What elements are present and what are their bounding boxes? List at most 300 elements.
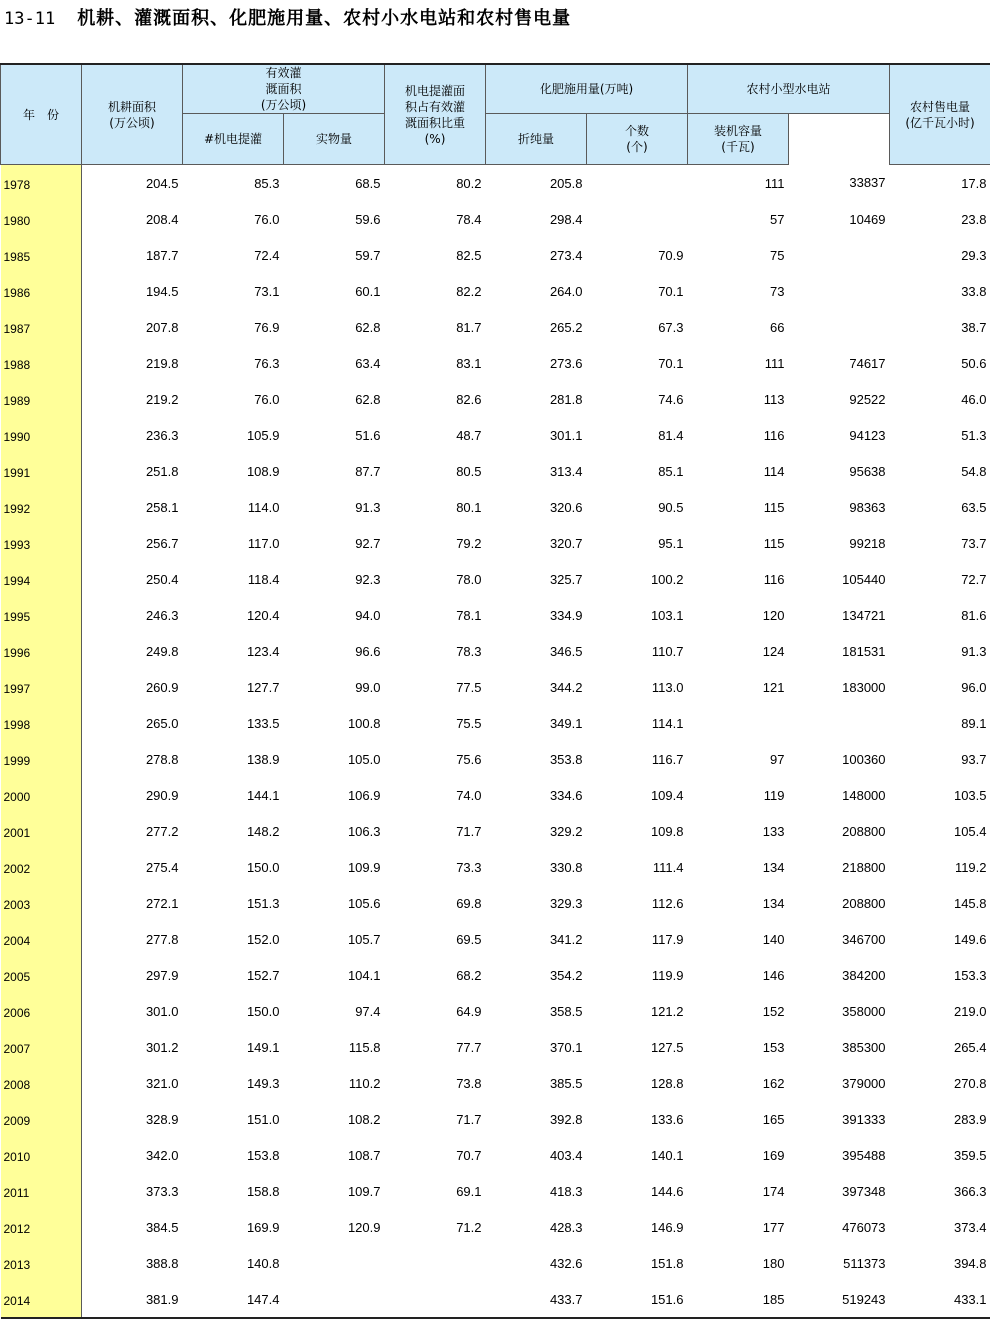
cell-hydro-count: 121 <box>688 669 789 705</box>
cell-fertilizer-physical: 265.2 <box>486 309 587 345</box>
cell-fertilizer-pure: 110.7 <box>587 633 688 669</box>
cell-rural-electricity: 153.3 <box>890 957 990 993</box>
table-body <box>1 165 990 1319</box>
cell-electromech: 120.9 <box>284 1209 385 1245</box>
cell-fertilizer-pure: 119.9 <box>587 957 688 993</box>
cell-hydro-capacity: 74617 <box>789 345 890 381</box>
cell-hydro-capacity: 511373 <box>789 1245 890 1281</box>
header-hydro-capacity <box>688 114 789 165</box>
cell-machine-area: 277.8 <box>82 921 183 957</box>
cell-machine-area: 260.9 <box>82 669 183 705</box>
cell-rural-electricity: 93.7 <box>890 741 990 777</box>
cell-fertilizer-pure: 100.2 <box>587 561 688 597</box>
header-rural-electricity <box>890 64 990 165</box>
cell-machine-area: 277.2 <box>82 813 183 849</box>
cell-electromech: 62.8 <box>284 381 385 417</box>
cell-fertilizer-physical: 432.6 <box>486 1245 587 1281</box>
header-irrigated-area <box>183 64 385 114</box>
cell-year: 1996 <box>1 633 82 669</box>
header-electromech-ratio-label: 机电提灌面 积占有效灌 溉面积比重 (%) <box>405 83 465 147</box>
cell-hydro-capacity: 100360 <box>789 741 890 777</box>
cell-rural-electricity: 46.0 <box>890 381 990 417</box>
cell-hydro-count: 111 <box>688 345 789 381</box>
cell-electromech-ratio: 78.1 <box>385 597 486 633</box>
cell-hydro-capacity: 519243 <box>789 1281 890 1318</box>
cell-year: 2014 <box>1 1281 82 1318</box>
cell-fertilizer-pure: 144.6 <box>587 1173 688 1209</box>
cell-electromech-ratio: 82.5 <box>385 237 486 273</box>
table-row <box>1 741 990 777</box>
table-row <box>1 1245 990 1281</box>
cell-hydro-count: 97 <box>688 741 789 777</box>
cell-year: 2000 <box>1 777 82 813</box>
cell-fertilizer-physical: 273.4 <box>486 237 587 273</box>
cell-machine-area: 207.8 <box>82 309 183 345</box>
cell-hydro-capacity: 105440 <box>789 561 890 597</box>
cell-fertilizer-pure: 111.4 <box>587 849 688 885</box>
cell-irrigated-area: 85.3 <box>183 165 284 202</box>
cell-irrigated-area: 151.3 <box>183 885 284 921</box>
cell-machine-area: 219.2 <box>82 381 183 417</box>
cell-fertilizer-pure: 74.6 <box>587 381 688 417</box>
cell-machine-area: 265.0 <box>82 705 183 741</box>
cell-hydro-count <box>688 705 789 741</box>
cell-fertilizer-physical: 392.8 <box>486 1101 587 1137</box>
cell-irrigated-area: 153.8 <box>183 1137 284 1173</box>
cell-irrigated-area: 152.0 <box>183 921 284 957</box>
cell-electromech-ratio: 80.2 <box>385 165 486 202</box>
cell-fertilizer-pure: 112.6 <box>587 885 688 921</box>
cell-electromech: 94.0 <box>284 597 385 633</box>
cell-hydro-count: 174 <box>688 1173 789 1209</box>
cell-fertilizer-pure: 109.8 <box>587 813 688 849</box>
cell-irrigated-area: 72.4 <box>183 237 284 273</box>
cell-fertilizer-physical: 418.3 <box>486 1173 587 1209</box>
table-row <box>1 957 990 993</box>
cell-machine-area: 373.3 <box>82 1173 183 1209</box>
cell-fertilizer-physical: 313.4 <box>486 453 587 489</box>
cell-hydro-count: 114 <box>688 453 789 489</box>
cell-year: 1995 <box>1 597 82 633</box>
cell-electromech: 92.3 <box>284 561 385 597</box>
cell-hydro-count: 116 <box>688 417 789 453</box>
cell-rural-electricity: 103.5 <box>890 777 990 813</box>
cell-year: 1986 <box>1 273 82 309</box>
header-fertilizer-physical-label: 实物量 <box>316 132 352 146</box>
header-hydro-group <box>688 64 890 114</box>
cell-electromech-ratio: 78.4 <box>385 201 486 237</box>
cell-electromech-ratio: 71.7 <box>385 1101 486 1137</box>
cell-hydro-capacity: 208800 <box>789 885 890 921</box>
cell-hydro-count: 134 <box>688 849 789 885</box>
cell-irrigated-area: 151.0 <box>183 1101 284 1137</box>
cell-year: 2004 <box>1 921 82 957</box>
cell-year: 1978 <box>1 165 82 202</box>
cell-electromech: 63.4 <box>284 345 385 381</box>
cell-fertilizer-pure: 140.1 <box>587 1137 688 1173</box>
cell-year: 2012 <box>1 1209 82 1245</box>
cell-machine-area: 236.3 <box>82 417 183 453</box>
table-row <box>1 309 990 345</box>
cell-hydro-capacity: 181531 <box>789 633 890 669</box>
cell-hydro-capacity: 346700 <box>789 921 890 957</box>
cell-fertilizer-pure: 113.0 <box>587 669 688 705</box>
header-hydro-count <box>587 114 688 165</box>
cell-fertilizer-pure: 70.9 <box>587 237 688 273</box>
cell-irrigated-area: 120.4 <box>183 597 284 633</box>
cell-machine-area: 297.9 <box>82 957 183 993</box>
cell-machine-area: 290.9 <box>82 777 183 813</box>
cell-irrigated-area: 76.9 <box>183 309 284 345</box>
cell-machine-area: 187.7 <box>82 237 183 273</box>
cell-fertilizer-pure: 67.3 <box>587 309 688 345</box>
header-hydro-group-label: 农村小型水电站 <box>747 82 831 96</box>
table-row <box>1 633 990 669</box>
cell-fertilizer-physical: 353.8 <box>486 741 587 777</box>
cell-electromech: 100.8 <box>284 705 385 741</box>
cell-electromech-ratio <box>385 1281 486 1318</box>
cell-fertilizer-pure: 133.6 <box>587 1101 688 1137</box>
cell-fertilizer-physical: 334.9 <box>486 597 587 633</box>
cell-hydro-count: 146 <box>688 957 789 993</box>
cell-fertilizer-physical: 320.7 <box>486 525 587 561</box>
cell-hydro-count: 185 <box>688 1281 789 1318</box>
cell-machine-area: 272.1 <box>82 885 183 921</box>
cell-rural-electricity: 366.3 <box>890 1173 990 1209</box>
cell-fertilizer-pure: 151.8 <box>587 1245 688 1281</box>
cell-irrigated-area: 114.0 <box>183 489 284 525</box>
cell-machine-area: 249.8 <box>82 633 183 669</box>
table-row <box>1 993 990 1029</box>
cell-year: 1997 <box>1 669 82 705</box>
cell-fertilizer-physical: 334.6 <box>486 777 587 813</box>
cell-electromech: 51.6 <box>284 417 385 453</box>
cell-rural-electricity: 105.4 <box>890 813 990 849</box>
cell-rural-electricity: 96.0 <box>890 669 990 705</box>
cell-fertilizer-physical: 433.7 <box>486 1281 587 1318</box>
table-row <box>1 273 990 309</box>
cell-fertilizer-pure: 116.7 <box>587 741 688 777</box>
cell-electromech: 97.4 <box>284 993 385 1029</box>
cell-hydro-capacity: 385300 <box>789 1029 890 1065</box>
cell-electromech: 91.3 <box>284 489 385 525</box>
cell-year: 1985 <box>1 237 82 273</box>
cell-hydro-capacity: 92522 <box>789 381 890 417</box>
cell-fertilizer-pure: 114.1 <box>587 705 688 741</box>
cell-fertilizer-pure: 121.2 <box>587 993 688 1029</box>
cell-hydro-count: 180 <box>688 1245 789 1281</box>
cell-machine-area: 388.8 <box>82 1245 183 1281</box>
cell-machine-area: 251.8 <box>82 453 183 489</box>
cell-year: 2005 <box>1 957 82 993</box>
cell-year: 1991 <box>1 453 82 489</box>
cell-machine-area: 204.5 <box>82 165 183 202</box>
cell-fertilizer-physical: 281.8 <box>486 381 587 417</box>
cell-electromech-ratio: 80.5 <box>385 453 486 489</box>
cell-electromech-ratio: 64.9 <box>385 993 486 1029</box>
cell-irrigated-area: 76.0 <box>183 201 284 237</box>
cell-fertilizer-pure: 127.5 <box>587 1029 688 1065</box>
cell-fertilizer-physical: 205.8 <box>486 165 587 202</box>
cell-rural-electricity: 50.6 <box>890 345 990 381</box>
cell-electromech: 92.7 <box>284 525 385 561</box>
cell-fertilizer-physical: 349.1 <box>486 705 587 741</box>
cell-machine-area: 258.1 <box>82 489 183 525</box>
cell-hydro-count: 115 <box>688 525 789 561</box>
cell-hydro-count: 165 <box>688 1101 789 1137</box>
cell-rural-electricity: 145.8 <box>890 885 990 921</box>
cell-electromech-ratio: 82.2 <box>385 273 486 309</box>
cell-fertilizer-pure: 70.1 <box>587 273 688 309</box>
cell-hydro-capacity: 218800 <box>789 849 890 885</box>
cell-fertilizer-physical: 344.2 <box>486 669 587 705</box>
cell-rural-electricity: 394.8 <box>890 1245 990 1281</box>
table-row <box>1 525 990 561</box>
cell-hydro-capacity: 183000 <box>789 669 890 705</box>
cell-hydro-capacity <box>789 237 890 273</box>
cell-rural-electricity: 23.8 <box>890 201 990 237</box>
cell-electromech-ratio: 79.2 <box>385 525 486 561</box>
table-row <box>1 345 990 381</box>
cell-irrigated-area: 133.5 <box>183 705 284 741</box>
cell-rural-electricity: 17.8 <box>890 165 990 202</box>
cell-electromech: 105.0 <box>284 741 385 777</box>
table-row <box>1 561 990 597</box>
cell-rural-electricity: 73.7 <box>890 525 990 561</box>
cell-year: 1992 <box>1 489 82 525</box>
header-fertilizer-physical <box>284 114 385 165</box>
table-row <box>1 453 990 489</box>
table-row <box>1 165 990 202</box>
cell-hydro-capacity: 395488 <box>789 1137 890 1173</box>
cell-machine-area: 301.2 <box>82 1029 183 1065</box>
table-row <box>1 489 990 525</box>
cell-electromech-ratio: 68.2 <box>385 957 486 993</box>
cell-machine-area: 342.0 <box>82 1137 183 1173</box>
cell-irrigated-area: 140.8 <box>183 1245 284 1281</box>
header-fertilizer-group-label: 化肥施用量(万吨) <box>540 82 633 96</box>
header-irrigated-area-label: 有效灌 溉面积 (万公顷) <box>261 65 306 113</box>
cell-hydro-count: 177 <box>688 1209 789 1245</box>
header-fertilizer-group <box>486 64 688 114</box>
cell-year: 1994 <box>1 561 82 597</box>
cell-electromech: 59.7 <box>284 237 385 273</box>
cell-fertilizer-pure: 109.4 <box>587 777 688 813</box>
cell-electromech: 87.7 <box>284 453 385 489</box>
cell-electromech-ratio: 75.6 <box>385 741 486 777</box>
cell-hydro-count: 169 <box>688 1137 789 1173</box>
table-row <box>1 813 990 849</box>
table-header <box>1 64 990 165</box>
cell-rural-electricity: 54.8 <box>890 453 990 489</box>
cell-electromech: 106.3 <box>284 813 385 849</box>
cell-fertilizer-pure: 146.9 <box>587 1209 688 1245</box>
cell-irrigated-area: 147.4 <box>183 1281 284 1318</box>
cell-hydro-count: 133 <box>688 813 789 849</box>
cell-irrigated-area: 76.0 <box>183 381 284 417</box>
table-row <box>1 777 990 813</box>
cell-machine-area: 384.5 <box>82 1209 183 1245</box>
cell-hydro-count: 113 <box>688 381 789 417</box>
cell-electromech: 62.8 <box>284 309 385 345</box>
table-row <box>1 705 990 741</box>
cell-electromech: 104.1 <box>284 957 385 993</box>
cell-year: 2010 <box>1 1137 82 1173</box>
cell-year: 1999 <box>1 741 82 777</box>
cell-irrigated-area: 118.4 <box>183 561 284 597</box>
cell-year: 1987 <box>1 309 82 345</box>
header-fertilizer-pure <box>486 114 587 165</box>
cell-electromech: 108.7 <box>284 1137 385 1173</box>
header-year-label: 年 份 <box>23 108 59 122</box>
cell-irrigated-area: 150.0 <box>183 993 284 1029</box>
table-row <box>1 1029 990 1065</box>
cell-year: 1998 <box>1 705 82 741</box>
cell-fertilizer-physical: 273.6 <box>486 345 587 381</box>
cell-irrigated-area: 127.7 <box>183 669 284 705</box>
cell-hydro-capacity: 379000 <box>789 1065 890 1101</box>
cell-hydro-capacity: 384200 <box>789 957 890 993</box>
cell-electromech-ratio: 73.8 <box>385 1065 486 1101</box>
header-rural-electricity-label: 农村售电量 (亿千瓦小时) <box>905 99 974 131</box>
cell-hydro-count: 153 <box>688 1029 789 1065</box>
table-row <box>1 381 990 417</box>
cell-rural-electricity: 51.3 <box>890 417 990 453</box>
cell-fertilizer-physical: 330.8 <box>486 849 587 885</box>
cell-year: 1993 <box>1 525 82 561</box>
cell-hydro-capacity <box>789 309 890 345</box>
cell-fertilizer-physical: 320.6 <box>486 489 587 525</box>
cell-irrigated-area: 76.3 <box>183 345 284 381</box>
cell-fertilizer-pure: 81.4 <box>587 417 688 453</box>
cell-electromech: 68.5 <box>284 165 385 202</box>
cell-rural-electricity: 149.6 <box>890 921 990 957</box>
cell-rural-electricity: 433.1 <box>890 1281 990 1318</box>
cell-hydro-count: 116 <box>688 561 789 597</box>
cell-hydro-capacity: 94123 <box>789 417 890 453</box>
cell-electromech-ratio: 71.7 <box>385 813 486 849</box>
cell-rural-electricity: 81.6 <box>890 597 990 633</box>
cell-rural-electricity: 270.8 <box>890 1065 990 1101</box>
header-machine-area-label: 机耕面积 (万公顷) <box>108 99 156 131</box>
cell-electromech: 60.1 <box>284 273 385 309</box>
cell-electromech-ratio: 69.8 <box>385 885 486 921</box>
cell-electromech <box>284 1281 385 1318</box>
cell-electromech-ratio: 71.2 <box>385 1209 486 1245</box>
cell-fertilizer-physical: 346.5 <box>486 633 587 669</box>
cell-machine-area: 246.3 <box>82 597 183 633</box>
cell-year: 1988 <box>1 345 82 381</box>
cell-hydro-capacity: 397348 <box>789 1173 890 1209</box>
cell-fertilizer-physical: 329.2 <box>486 813 587 849</box>
cell-hydro-capacity: 476073 <box>789 1209 890 1245</box>
table-row <box>1 1065 990 1101</box>
header-hydro-capacity-label: 装机容量 (千瓦) <box>714 123 762 155</box>
cell-electromech: 108.2 <box>284 1101 385 1137</box>
table-row <box>1 921 990 957</box>
cell-hydro-count: 115 <box>688 489 789 525</box>
cell-electromech: 110.2 <box>284 1065 385 1101</box>
cell-year: 2007 <box>1 1029 82 1065</box>
cell-electromech-ratio: 75.5 <box>385 705 486 741</box>
cell-fertilizer-physical: 301.1 <box>486 417 587 453</box>
cell-fertilizer-pure: 128.8 <box>587 1065 688 1101</box>
cell-electromech-ratio: 48.7 <box>385 417 486 453</box>
cell-electromech <box>284 1245 385 1281</box>
cell-year: 2006 <box>1 993 82 1029</box>
cell-irrigated-area: 158.8 <box>183 1173 284 1209</box>
table-title-text: 机耕、灌溉面积、化肥施用量、农村小水电站和农村售电量 <box>77 8 571 29</box>
cell-year: 2002 <box>1 849 82 885</box>
cell-hydro-capacity: 99218 <box>789 525 890 561</box>
cell-electromech: 109.9 <box>284 849 385 885</box>
table-row <box>1 597 990 633</box>
cell-electromech-ratio: 83.1 <box>385 345 486 381</box>
cell-machine-area: 194.5 <box>82 273 183 309</box>
cell-fertilizer-pure: 85.1 <box>587 453 688 489</box>
cell-fertilizer-pure <box>587 201 688 237</box>
cell-electromech-ratio: 74.0 <box>385 777 486 813</box>
cell-rural-electricity: 373.4 <box>890 1209 990 1245</box>
cell-machine-area: 275.4 <box>82 849 183 885</box>
table-row <box>1 1137 990 1173</box>
cell-electromech: 106.9 <box>284 777 385 813</box>
cell-hydro-count: 73 <box>688 273 789 309</box>
header-fertilizer-pure-label: 折纯量 <box>518 132 554 146</box>
cell-fertilizer-physical: 329.3 <box>486 885 587 921</box>
cell-electromech: 115.8 <box>284 1029 385 1065</box>
table-row <box>1 885 990 921</box>
cell-electromech-ratio: 77.7 <box>385 1029 486 1065</box>
cell-fertilizer-physical: 428.3 <box>486 1209 587 1245</box>
cell-hydro-count: 162 <box>688 1065 789 1101</box>
cell-irrigated-area: 152.7 <box>183 957 284 993</box>
cell-irrigated-area: 123.4 <box>183 633 284 669</box>
cell-year: 2008 <box>1 1065 82 1101</box>
cell-rural-electricity: 38.7 <box>890 309 990 345</box>
header-electromech-ratio <box>385 64 486 165</box>
cell-hydro-capacity: 10469 <box>789 201 890 237</box>
cell-rural-electricity: 265.4 <box>890 1029 990 1065</box>
cell-hydro-capacity: 33837 <box>789 165 890 202</box>
cell-irrigated-area: 150.0 <box>183 849 284 885</box>
cell-machine-area: 381.9 <box>82 1281 183 1318</box>
cell-electromech-ratio: 73.3 <box>385 849 486 885</box>
cell-hydro-count: 66 <box>688 309 789 345</box>
header-machine-area <box>82 64 183 165</box>
cell-machine-area: 328.9 <box>82 1101 183 1137</box>
statistics-table <box>0 63 990 1319</box>
cell-rural-electricity: 89.1 <box>890 705 990 741</box>
cell-electromech: 59.6 <box>284 201 385 237</box>
cell-hydro-capacity: 95638 <box>789 453 890 489</box>
cell-fertilizer-pure: 90.5 <box>587 489 688 525</box>
header-year <box>1 64 82 165</box>
cell-electromech: 105.6 <box>284 885 385 921</box>
cell-fertilizer-physical: 354.2 <box>486 957 587 993</box>
cell-fertilizer-physical: 358.5 <box>486 993 587 1029</box>
table-row <box>1 417 990 453</box>
table-row <box>1 201 990 237</box>
cell-hydro-count: 57 <box>688 201 789 237</box>
cell-electromech-ratio: 70.7 <box>385 1137 486 1173</box>
cell-irrigated-area: 149.1 <box>183 1029 284 1065</box>
header-electromech-label: #机电提灌 <box>204 132 262 146</box>
cell-fertilizer-pure: 70.1 <box>587 345 688 381</box>
cell-electromech-ratio: 77.5 <box>385 669 486 705</box>
table-row <box>1 237 990 273</box>
cell-year: 2009 <box>1 1101 82 1137</box>
